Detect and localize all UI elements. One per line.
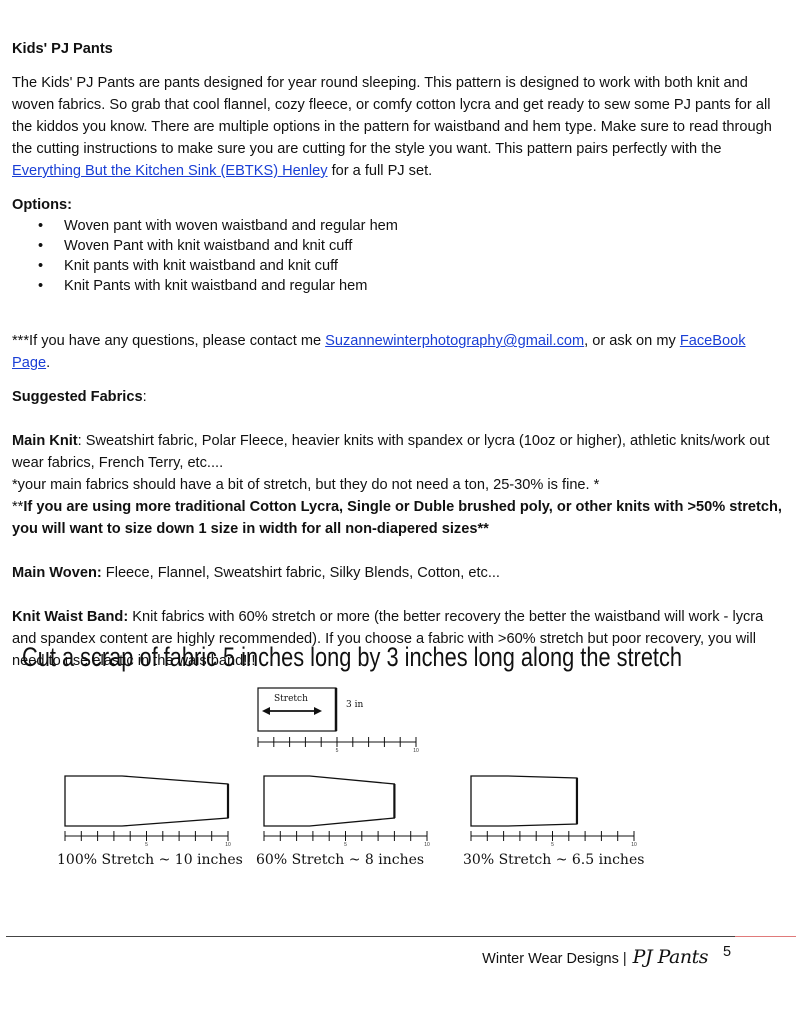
options-list xyxy=(12,216,787,296)
email-link[interactable]: Suzannewinterphotography@gmail.com xyxy=(325,333,585,349)
footer-divider xyxy=(6,936,796,937)
height-label: 3 in xyxy=(346,700,364,710)
list-item xyxy=(38,236,787,256)
main-woven-paragraph xyxy=(12,562,787,584)
contact-middle: , or ask on my xyxy=(584,333,680,349)
ruler-label-end: 10 xyxy=(424,842,430,848)
footer-script-title: PJ Pants xyxy=(632,946,708,968)
bullet-icon: • xyxy=(38,258,44,274)
option-label: Knit Pants with knit waistband and regular hem xyxy=(64,278,368,294)
option-label: Woven pant with woven waistband and regular hem xyxy=(64,218,398,234)
page-title: Kids' PJ Pants xyxy=(12,41,113,57)
knit-waist-text: Knit fabrics with 60% stretch or more (the better recovery the better the waistband will work - lycra and spandex content are highly recommended). If you choose a fabric with >60% stretch but poor recovery, you will need to use elastic in the waistband!!! xyxy=(12,609,764,669)
stretch-test-diagram xyxy=(12,638,692,878)
option-label: Knit pants with knit waistband and knit cuff xyxy=(64,258,338,274)
sample-caption: 60% Stretch ~ 8 inches xyxy=(256,852,425,868)
stretched-fabric-shape xyxy=(471,776,577,826)
main-knit-text: : Sweatshirt fabric, Polar Fleece, heavier knits with spandex or lycra (10oz or higher), athletic knits/work out wear fabrics, French Terry, etc.... xyxy=(12,433,770,471)
list-item xyxy=(38,256,787,276)
intro-after: for a full PJ set. xyxy=(327,163,433,179)
ruler-label-end: 10 xyxy=(631,842,637,848)
diagram-heading: Cut a scrap of fabric 5 inches long by 3 inches long along the stretch xyxy=(22,642,682,672)
double-arrow-icon xyxy=(262,707,322,715)
footer-accent xyxy=(735,936,796,937)
bullet-icon: • xyxy=(38,238,44,254)
intro-paragraph xyxy=(12,72,787,182)
facebook-page-link[interactable]: FaceBook Page xyxy=(12,333,746,371)
ruler-label-end: 10 xyxy=(225,842,231,848)
footer xyxy=(482,946,708,968)
stretched-fabric-shape xyxy=(65,776,228,826)
footer-brand: Winter Wear Designs | xyxy=(482,951,627,967)
main-woven-label: Main Woven: xyxy=(12,565,102,581)
list-item xyxy=(38,216,787,236)
knit-waist-label: Knit Waist Band: xyxy=(12,609,129,625)
stretch-samples xyxy=(57,776,644,868)
options-heading: Options: xyxy=(12,197,72,213)
bullet-icon: • xyxy=(38,218,44,234)
warning-prefix: ** xyxy=(12,499,24,515)
sample-caption: 100% Stretch ~ 10 inches xyxy=(57,852,243,868)
list-item xyxy=(38,276,787,296)
stretched-fabric-shape xyxy=(264,776,394,826)
main-knit-warning xyxy=(12,496,787,540)
page-number: 5 xyxy=(723,944,732,960)
stretch-label: Stretch xyxy=(274,694,308,704)
ebtks-henley-link[interactable]: Everything But the Kitchen Sink (EBTKS) Henley xyxy=(12,163,328,179)
option-label: Woven Pant with knit waistband and knit cuff xyxy=(64,238,353,254)
suggested-label: Suggested Fabrics xyxy=(12,389,143,405)
stretch-sample xyxy=(256,776,430,868)
document-body xyxy=(12,38,787,672)
suggested-fabrics-heading xyxy=(12,386,787,408)
suggested-colon: : xyxy=(142,389,147,405)
ruler-label-mid: 5 xyxy=(551,842,554,848)
main-knit-paragraph xyxy=(12,430,787,474)
fabric-scrap xyxy=(258,688,419,754)
ruler-label-mid: 5 xyxy=(145,842,148,848)
main-knit-note: *your main fabrics should have a bit of stretch, but they do not need a ton, 25-30% is fine. * xyxy=(12,477,600,493)
stretch-sample xyxy=(463,776,644,868)
bullet-icon: • xyxy=(38,278,44,294)
ruler-label-mid: 5 xyxy=(335,748,339,754)
contact-line xyxy=(12,330,787,374)
main-knit-label: Main Knit xyxy=(12,433,78,449)
ruler xyxy=(258,737,419,754)
warning-text: If you are using more traditional Cotton Lycra, Single or Duble brushed poly, or other knits with >50% stretch, you will want to size down 1 size in width for all non-diapered sizes** xyxy=(12,499,782,537)
ruler-label-mid: 5 xyxy=(344,842,347,848)
stretch-sample xyxy=(57,776,243,868)
intro-text: The Kids' PJ Pants are pants designed for year round sleeping. This pattern is designed to work with both knit and woven fabrics. So grab that cool flannel, cozy fleece, or comfy cotton lycra and get ready to sew some PJ pants for all the kiddos you know. There are multiple options in the pattern for waistband and hem type. Make sure to read through the cutting instructions to make sure you are cutting for the style you want. This pattern pairs perfectly with the xyxy=(12,75,772,157)
ruler-label-end: 10 xyxy=(413,748,419,754)
main-woven-text: Fleece, Flannel, Sweatshirt fabric, Silky Blends, Cotton, etc... xyxy=(101,565,500,581)
contact-suffix: . xyxy=(46,355,51,371)
contact-prefix: ***If you have any questions, please contact me xyxy=(12,333,326,349)
sample-caption: 30% Stretch ~ 6.5 inches xyxy=(463,852,645,868)
